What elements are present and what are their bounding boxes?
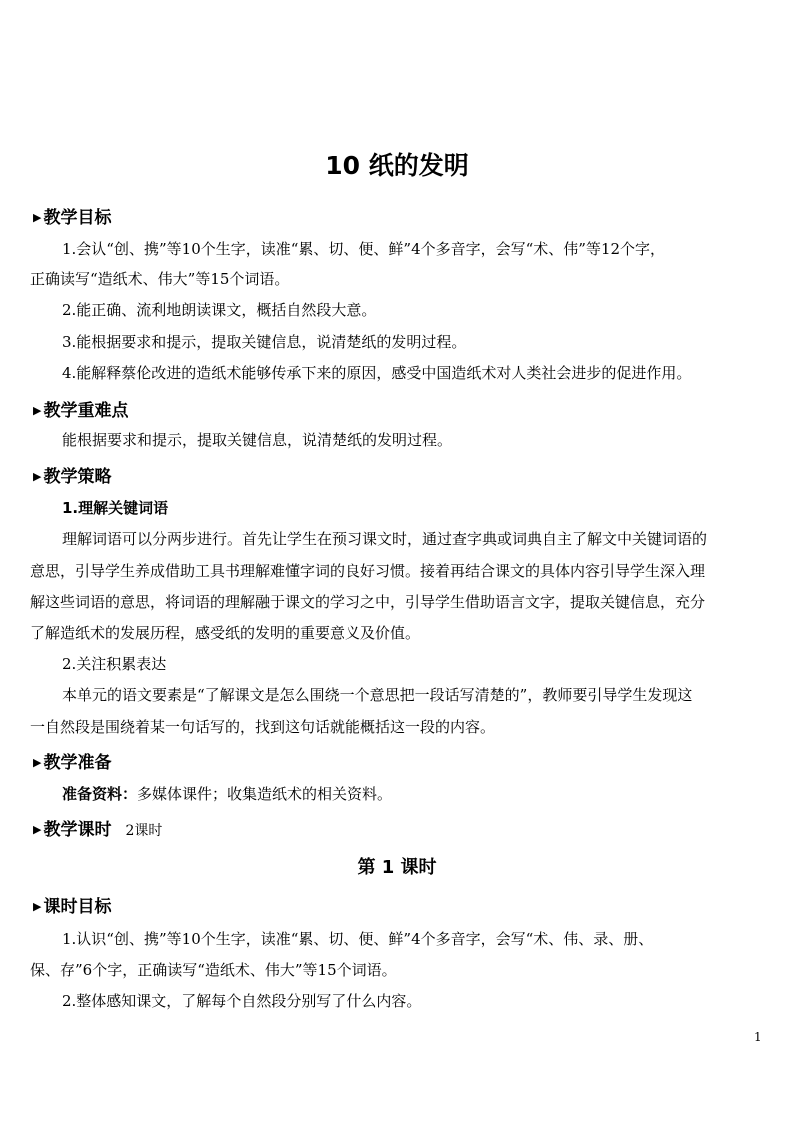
strategy-paragraph-2-line: 本单元的语文要素是“了解课文是怎么围绕一个意思把一段话写清楚的”，教师要引导学生发现这 bbox=[62, 686, 693, 704]
triangle-bullet-icon: ▶ bbox=[33, 470, 42, 483]
section-heading-preparation bbox=[33, 748, 111, 773]
strategy-paragraph-1-line: 了解造纸术的发展历程，感受纸的发明的重要意义及价值。 bbox=[30, 624, 421, 642]
section-heading-strategy bbox=[33, 462, 111, 487]
lesson-goal-line: 保、存”6个字，正确读写“造纸术、伟大”等15个词语。 bbox=[30, 961, 397, 979]
hours-value: 2课时 bbox=[125, 823, 163, 839]
triangle-bullet-icon: ▶ bbox=[33, 756, 42, 769]
strategy-paragraph-1-line: 意思，引导学生养成借助工具书理解难懂字词的良好习惯。接着再结合课文的具体内容引导学生深入理 bbox=[30, 562, 706, 580]
preparation-line bbox=[62, 783, 392, 804]
strategy-subheading-1: 1.理解关键词语 bbox=[62, 499, 169, 517]
lesson-goal-line: 2.整体感知课文，了解每个自然段分别写了什么内容。 bbox=[62, 992, 422, 1010]
strategy-paragraph-1-line: 解这些词语的意思，将词语的理解融于课文的学习之中，引导学生借助语言文字，提取关键信息，充分 bbox=[30, 593, 706, 611]
section-heading-goals bbox=[33, 203, 111, 228]
heading-text: 教学课时 bbox=[43, 820, 112, 840]
triangle-bullet-icon: ▶ bbox=[33, 211, 42, 224]
strategy-subheading-2: 2.关注积累表达 bbox=[62, 655, 167, 673]
goal-item-4: 4.能解释蔡伦改进的造纸术能够传承下来的原因，感受中国造纸术对人类社会进步的促进作用。 bbox=[62, 364, 692, 382]
lesson-goal-line: 1.认识“创、携”等10个生字，读准“累、切、便、鲜”4个多音字，会写“术、伟、录、册、 bbox=[62, 930, 654, 948]
section-heading-hours bbox=[33, 815, 162, 840]
lesson-title: 第 1 课时 bbox=[357, 857, 437, 878]
preparation-label: 准备资料： bbox=[62, 785, 138, 803]
heading-text: 教学重难点 bbox=[43, 401, 129, 421]
heading-text: 教学策略 bbox=[43, 467, 112, 487]
goal-item-2: 2.能正确、流利地朗读课文，概括自然段大意。 bbox=[62, 301, 377, 319]
goal-item-3: 3.能根据要求和提示，提取关键信息，说清楚纸的发明过程。 bbox=[62, 333, 467, 351]
triangle-bullet-icon: ▶ bbox=[33, 900, 42, 913]
page-number: 1 bbox=[754, 1030, 762, 1044]
key-points-text: 能根据要求和提示，提取关键信息，说清楚纸的发明过程。 bbox=[62, 431, 453, 449]
heading-text: 教学目标 bbox=[43, 208, 112, 228]
strategy-paragraph-1-line: 理解词语可以分两步进行。首先让学生在预习课文时，通过查字典或词典自主了解文中关键词语的 bbox=[62, 530, 708, 548]
strategy-paragraph-2-line: 一自然段是围绕着某一句话写的，找到这句话就能概括这一段的内容。 bbox=[30, 718, 496, 736]
section-heading-key-points bbox=[33, 396, 128, 421]
goal-item-1: 1.会认“创、携”等10个生字，读准“累、切、便、鲜”4个多音字，会写“术、伟”等12个字， bbox=[62, 240, 666, 258]
heading-text: 课时目标 bbox=[43, 897, 112, 917]
goal-item-1-cont: 正确读写“造纸术、伟大”等15个词语。 bbox=[30, 270, 290, 288]
page-title: 10 纸的发明 bbox=[325, 151, 469, 180]
heading-text: 教学准备 bbox=[43, 753, 112, 773]
preparation-text: 多媒体课件；收集造纸术的相关资料。 bbox=[137, 785, 393, 803]
triangle-bullet-icon: ▶ bbox=[33, 823, 42, 836]
section-heading-lesson-goals bbox=[33, 892, 111, 917]
triangle-bullet-icon: ▶ bbox=[33, 404, 42, 417]
